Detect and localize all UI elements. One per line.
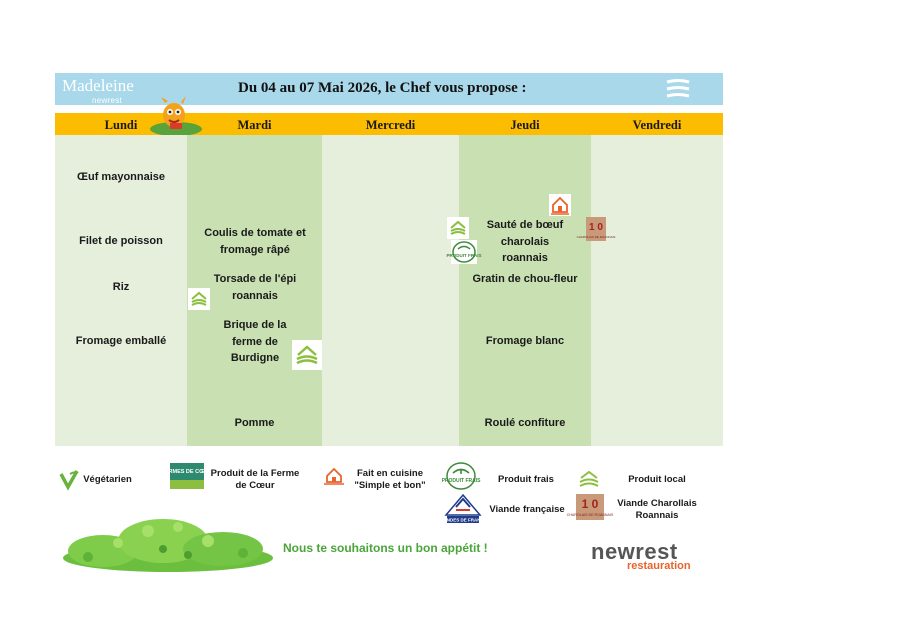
bush-illustration: [58, 513, 278, 570]
lundi-dish-entree: Œuf mayonnaise: [76, 171, 166, 183]
day-lundi: Lundi: [104, 118, 138, 132]
jeudi-dish-dessert: Roulé confiture: [484, 417, 566, 429]
legend-francaise: Viande française: [489, 504, 565, 515]
day-mardi: Mardi: [237, 118, 272, 132]
local-product-icon: [447, 217, 469, 239]
newrest-logo: newrest: [591, 539, 678, 564]
charolais-badge-icon: [566, 494, 614, 520]
fresh-product-badge-text: PRODUIT FRAIS: [446, 253, 482, 258]
local-product-icon: [292, 340, 322, 370]
local-product-icon: [577, 468, 601, 490]
column-jeudi: [459, 135, 591, 446]
lundi-dish-side: Riz: [112, 281, 130, 293]
vegetarian-icon: [58, 468, 80, 490]
column-mercredi: [322, 135, 459, 446]
bon-appetit-message: Nous te souhaitons un bon appétit !: [283, 541, 488, 555]
mardi-dish-main: Torsade de l'épi roannais: [213, 273, 297, 302]
legend-ferme: Produit de la Ferme de Cœur: [210, 468, 300, 491]
jeudi-dish-cheese: Fromage blanc: [485, 335, 565, 347]
school-name: Madeleine: [62, 76, 134, 95]
jeudi-dish-side: Gratin de chou-fleur: [472, 273, 578, 285]
svg-text:1 0: 1 0: [581, 497, 599, 511]
day-mercredi: Mercredi: [365, 118, 416, 132]
viandes-badge-text: VIANDES DE FRANCE: [439, 517, 487, 523]
fresh-legend-badge-text: PRODUIT FRAIS: [441, 478, 481, 484]
day-jeudi: Jeudi: [510, 118, 540, 132]
charolais-badge-text: CHAROLAIS DE ROANNAIS: [576, 235, 616, 239]
charolais-legend-badge-text: CHAROLAIS DE ROANNAIS: [566, 513, 614, 517]
legend-local: Produit local: [628, 474, 686, 485]
lundi-dish-cheese: Fromage emballé: [75, 335, 167, 347]
fresh-product-icon: [441, 461, 481, 491]
svg-text:1 0: 1 0: [589, 222, 603, 233]
wave-lines-icon: [665, 77, 691, 103]
lundi-dish-main: Filet de poisson: [79, 235, 163, 247]
mardi-dish-dessert: Pomme: [234, 417, 275, 429]
fermes-de-coeur-icon: [161, 463, 213, 489]
local-product-icon: [188, 288, 210, 310]
school-brand-sub: newrest: [92, 96, 123, 105]
fermes-badge-text: FERMES DE CŒUR: [161, 469, 213, 475]
column-vendredi: [591, 135, 723, 446]
mardi-dish-cheese: Brique de la ferme de Burdigne: [223, 319, 287, 364]
fresh-product-icon: [446, 240, 482, 264]
day-vendredi: Vendredi: [632, 118, 682, 132]
mascot-icon: [146, 95, 204, 137]
mardi-dish-entree: Coulis de tomate et fromage râpé: [204, 227, 306, 256]
legend-charollais: Viande Charollais Roannais: [617, 498, 697, 521]
jeudi-dish-main: Sauté de bœuf charolais roannais: [486, 219, 564, 264]
charolais-badge-icon: [576, 217, 616, 241]
legend-frais: Produit frais: [498, 474, 554, 485]
homemade-house-icon: [323, 466, 345, 486]
menu-title: Du 04 au 07 Mai 2026, le Chef vous propose :: [238, 80, 527, 96]
legend-vegetarian: Végétarien: [83, 474, 132, 485]
newrest-logo-sub: restauration: [627, 560, 691, 572]
legend-cuisine: Fait en cuisine "Simple et bon": [354, 468, 426, 491]
homemade-house-icon: [549, 194, 571, 216]
viandes-de-france-icon: [439, 493, 487, 525]
